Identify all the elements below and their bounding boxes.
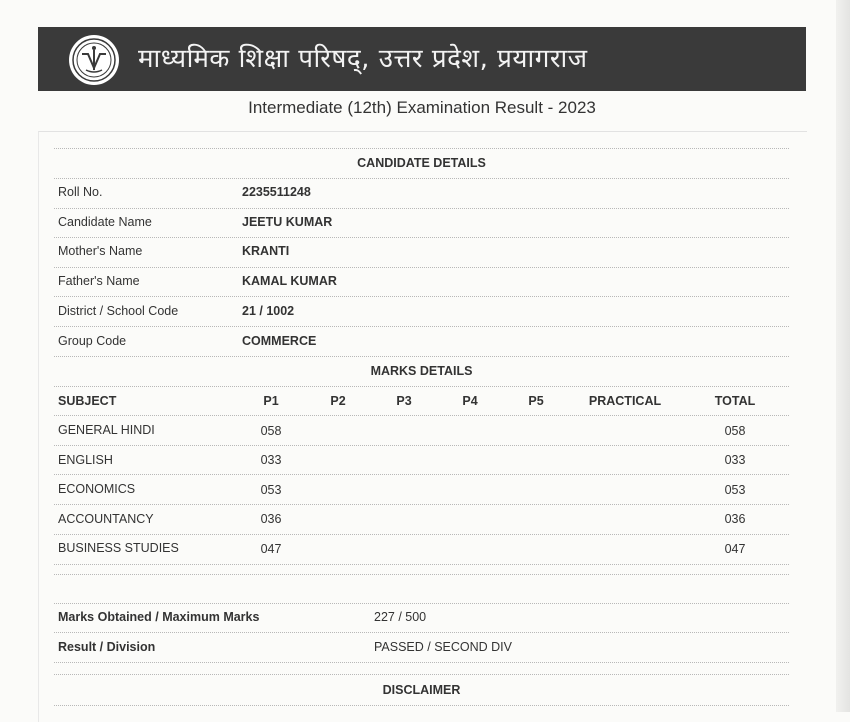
col-header-p1: P1 xyxy=(263,394,279,408)
col-header-p2: P2 xyxy=(330,394,346,408)
col-header-practical: PRACTICAL xyxy=(588,394,662,408)
divider xyxy=(54,267,789,268)
subject-name: ECONOMICS xyxy=(58,482,136,496)
father-name-label: Father's Name xyxy=(58,274,140,288)
board-title: माध्यमिक शिक्षा परिषद्, उत्तर प्रदेश, प्रयागराज xyxy=(138,44,588,74)
divider xyxy=(54,415,789,416)
subject-total-marks: 036 xyxy=(724,512,746,526)
marks-section-title: MARKS DETAILS xyxy=(370,364,473,378)
subject-p1-marks: 047 xyxy=(260,542,282,556)
divider xyxy=(54,386,789,387)
disclaimer-title: DISCLAIMER xyxy=(382,683,461,697)
result-division-label: Result / Division xyxy=(58,640,156,654)
candidate-name-label: Candidate Name xyxy=(58,215,152,229)
candidate-name-value: JEETU KUMAR xyxy=(242,215,333,229)
divider xyxy=(54,504,789,505)
candidate-section-title: CANDIDATE DETAILS xyxy=(357,156,486,170)
roll-no-value: 2235511248 xyxy=(242,185,311,199)
district-school-code-value: 21 / 1002 xyxy=(242,304,295,318)
subject-p1-marks: 033 xyxy=(260,453,282,467)
subject-name: ACCOUNTANCY xyxy=(58,512,154,526)
subject-name: ENGLISH xyxy=(58,453,113,467)
divider xyxy=(54,178,789,179)
divider xyxy=(54,705,789,706)
district-school-code-label: District / School Code xyxy=(58,304,179,318)
father-name-value: KAMAL KUMAR xyxy=(242,274,337,288)
subject-name: GENERAL HINDI xyxy=(58,423,155,437)
subject-total-marks: 047 xyxy=(724,542,746,556)
col-header-p5: P5 xyxy=(528,394,544,408)
divider xyxy=(54,356,789,357)
subject-total-marks: 033 xyxy=(724,453,746,467)
group-code-label: Group Code xyxy=(58,334,127,348)
mother-name-value: KRANTI xyxy=(242,244,290,258)
roll-no-label: Roll No. xyxy=(58,185,103,199)
col-header-subject: SUBJECT xyxy=(58,394,117,408)
subject-p1-marks: 053 xyxy=(260,483,282,497)
divider xyxy=(54,208,789,209)
col-header-total: TOTAL xyxy=(714,394,756,408)
col-header-p4: P4 xyxy=(462,394,478,408)
divider xyxy=(54,674,789,675)
subject-p1-marks: 036 xyxy=(260,512,282,526)
result-division-value: PASSED / SECOND DIV xyxy=(374,640,512,654)
divider xyxy=(54,603,789,604)
divider xyxy=(54,296,789,297)
divider xyxy=(54,632,789,633)
divider xyxy=(54,445,789,446)
divider xyxy=(54,662,789,663)
up-board-emblem-icon xyxy=(68,34,120,86)
marks-obtained-label: Marks Obtained / Maximum Marks xyxy=(58,610,260,624)
header-banner xyxy=(38,27,806,91)
marks-obtained-value: 227 / 500 xyxy=(374,610,427,624)
page-edge-shadow xyxy=(836,0,850,712)
group-code-value: COMMERCE xyxy=(242,334,317,348)
exam-result-title: Intermediate (12th) Examination Result - 2023 xyxy=(248,98,596,117)
divider xyxy=(54,474,789,475)
divider xyxy=(54,534,789,535)
mother-name-label: Mother's Name xyxy=(58,244,143,258)
subject-total-marks: 058 xyxy=(724,424,746,438)
subject-name: BUSINESS STUDIES xyxy=(58,541,179,555)
divider xyxy=(54,326,789,327)
col-header-p3: P3 xyxy=(396,394,412,408)
subject-p1-marks: 058 xyxy=(260,424,282,438)
divider xyxy=(54,148,789,149)
divider xyxy=(54,237,789,238)
subject-total-marks: 053 xyxy=(724,483,746,497)
divider xyxy=(54,574,789,575)
divider xyxy=(54,564,789,565)
